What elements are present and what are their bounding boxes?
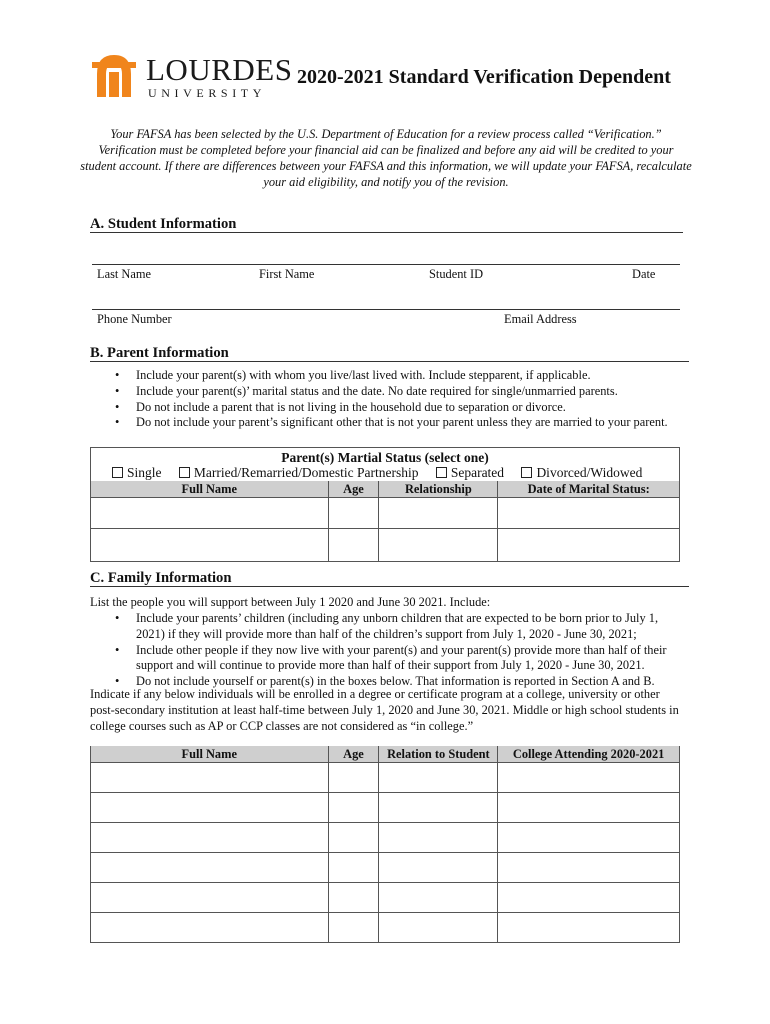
list-item: • Do not include your parent’s significant other that is not your parent unless they are married to your parent. bbox=[111, 415, 691, 431]
list-item: • Include your parent(s)’ marital status and the date. No date required for single/unmarried parents. bbox=[111, 384, 691, 400]
list-item: • Do not include yourself or parent(s) in the boxes below. That information is reported in Section A and B. bbox=[111, 674, 681, 690]
table-cell[interactable] bbox=[498, 823, 680, 853]
student-line-2[interactable] bbox=[92, 309, 680, 310]
col-relation: Relation to Student bbox=[379, 746, 498, 763]
table-cell[interactable] bbox=[91, 498, 329, 529]
section-b-heading: B. Parent Information bbox=[90, 345, 229, 361]
col-full-name: Full Name bbox=[91, 481, 329, 498]
intro-text: Your FAFSA has been selected by the U.S. Department of Education for a review process called “Verification.” Verification must be completed before your financial aid can be finalized and before any aid will be credited to your student account. If there are differences between your FAFSA and this information, we will update your FAFSA, recalculate your aid eligibility, and notify you of the revision. bbox=[80, 127, 692, 189]
date-label: Date bbox=[632, 267, 656, 281]
first-name-label: First Name bbox=[259, 267, 315, 281]
table-cell[interactable] bbox=[498, 913, 680, 943]
table-cell[interactable] bbox=[328, 498, 379, 529]
checkbox-married[interactable]: Married/Remarried/Domestic Partnership bbox=[179, 465, 419, 481]
table-cell[interactable] bbox=[498, 498, 680, 529]
checkbox-icon bbox=[521, 467, 532, 478]
table-cell[interactable] bbox=[498, 763, 680, 793]
last-name-label: Last Name bbox=[97, 267, 152, 281]
col-age: Age bbox=[328, 746, 379, 763]
marital-status-box bbox=[90, 447, 680, 482]
page-title: 2020-2021 Standard Verification Dependent bbox=[297, 66, 671, 88]
table-cell[interactable] bbox=[328, 853, 379, 883]
table-row bbox=[91, 529, 680, 562]
table-cell[interactable] bbox=[379, 793, 498, 823]
table-cell[interactable] bbox=[379, 529, 498, 562]
table-cell[interactable] bbox=[379, 823, 498, 853]
list-item: • Include other people if they now live with your parent(s) and your parent(s) provide more than half of their support and will continue to provide more than half of their support from July 1, 2020 - June 30, 2021. bbox=[111, 643, 681, 675]
table-header-row bbox=[91, 481, 680, 498]
table-cell[interactable] bbox=[379, 853, 498, 883]
checkbox-icon bbox=[436, 467, 447, 478]
marital-status-options bbox=[112, 465, 679, 481]
col-age: Age bbox=[328, 481, 379, 498]
email-address-label: Email Address bbox=[504, 312, 577, 326]
col-college: College Attending 2020-2021 bbox=[498, 746, 680, 763]
section-c-heading: C. Family Information bbox=[90, 570, 232, 586]
family-instructions-list bbox=[111, 611, 681, 690]
table-cell[interactable] bbox=[91, 853, 329, 883]
col-marital-date: Date of Marital Status: bbox=[498, 481, 680, 498]
table-cell[interactable] bbox=[91, 883, 329, 913]
table-cell[interactable] bbox=[328, 763, 379, 793]
section-a-heading: A. Student Information bbox=[90, 216, 237, 232]
table-cell[interactable] bbox=[379, 913, 498, 943]
table-cell[interactable] bbox=[379, 883, 498, 913]
list-item: • Do not include a parent that is not living in the household due to separation or divorce. bbox=[111, 400, 691, 416]
student-id-label: Student ID bbox=[429, 267, 484, 281]
list-item: • Include your parents’ children (including any unborn children that are expected to be born prior to July 1, 2021) if they will provide more than half of the children’s support from July 1, 2020 - June 30, 2021; bbox=[111, 611, 681, 643]
table-cell[interactable] bbox=[498, 853, 680, 883]
table-cell[interactable] bbox=[328, 793, 379, 823]
checkbox-divorced[interactable]: Divorced/Widowed bbox=[521, 465, 642, 481]
university-arch-logo bbox=[92, 53, 136, 97]
checkbox-separated[interactable]: Separated bbox=[436, 465, 504, 481]
checkbox-icon bbox=[112, 467, 123, 478]
section-c-rule bbox=[90, 586, 689, 587]
table-cell[interactable] bbox=[91, 913, 329, 943]
table-row bbox=[91, 763, 680, 793]
student-line-1[interactable] bbox=[92, 264, 680, 265]
table-row bbox=[91, 913, 680, 943]
checkbox-icon bbox=[179, 467, 190, 478]
table-cell[interactable] bbox=[328, 529, 379, 562]
table-cell[interactable] bbox=[498, 883, 680, 913]
col-full-name: Full Name bbox=[91, 746, 329, 763]
table-row bbox=[91, 853, 680, 883]
table-cell[interactable] bbox=[379, 763, 498, 793]
table-row bbox=[91, 883, 680, 913]
checkbox-single[interactable]: Single bbox=[112, 465, 162, 481]
table-cell[interactable] bbox=[91, 529, 329, 562]
table-cell[interactable] bbox=[91, 823, 329, 853]
table-cell[interactable] bbox=[498, 529, 680, 562]
table-cell[interactable] bbox=[328, 883, 379, 913]
table-cell[interactable] bbox=[328, 823, 379, 853]
table-row bbox=[91, 823, 680, 853]
table-row bbox=[91, 498, 680, 529]
logo-subtitle: UNIVERSITY bbox=[148, 86, 266, 100]
table-row bbox=[91, 793, 680, 823]
section-a-rule bbox=[90, 232, 683, 233]
logo-wordmark: LOURDES bbox=[146, 52, 293, 87]
table-cell[interactable] bbox=[91, 793, 329, 823]
family-table bbox=[90, 746, 680, 943]
table-cell[interactable] bbox=[91, 763, 329, 793]
marital-status-title: Parent(s) Martial Status (select one) bbox=[281, 450, 489, 465]
table-header-row bbox=[91, 746, 680, 763]
family-lead-text: List the people you will support between July 1 2020 and June 30 2021. Include: bbox=[90, 595, 491, 609]
table-cell[interactable] bbox=[328, 913, 379, 943]
college-note-text: Indicate if any below individuals will be enrolled in a degree or certificate program at a college, university or other post-secondary institution at least half-time between July 1, 2020 and June 30, 2021. Middle or high school students in college courses such as AP or CCP classes are not considered as “in college.” bbox=[90, 687, 679, 733]
list-item: • Include your parent(s) with whom you live/last lived with. Include stepparent, if applicable. bbox=[111, 368, 691, 384]
section-b-rule bbox=[90, 361, 689, 362]
parent-table bbox=[90, 481, 680, 562]
parent-instructions-list bbox=[111, 368, 691, 431]
phone-number-label: Phone Number bbox=[97, 312, 172, 326]
table-cell[interactable] bbox=[379, 498, 498, 529]
table-cell[interactable] bbox=[498, 793, 680, 823]
col-relationship: Relationship bbox=[379, 481, 498, 498]
